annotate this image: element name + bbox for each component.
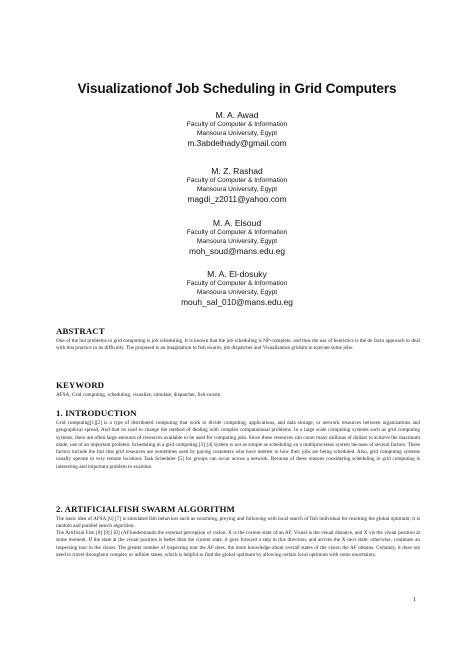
page-number: 1 [413,597,416,603]
author-block-2 [90,166,384,205]
keyword-heading: KEYWORD [56,380,105,390]
author-email: m.3abdelhady@gmail.com [187,138,287,149]
author-affiliation: Faculty of Computer & Information [186,229,288,236]
author-block-3 [90,218,384,257]
author-email: moh_soud@mans.edu.eg [188,246,286,257]
abstract-heading: ABSTRACT [56,326,105,336]
afsa-heading: 2. ARTIFICIALFISH SWARM ALGORITHM [56,504,235,514]
keyword-text: AFSA, Grid computing, scheduling, visualize, simulate, dispatcher, fish swarm. [56,392,222,398]
author-affiliation: Faculty of Computer & Information [186,121,288,128]
author-block-4 [90,269,384,308]
introduction-heading: 1. INTRODUCTION [56,408,137,418]
author-email: magdi_z2011@yahoo.com [187,194,287,205]
author-block-1 [90,110,384,149]
introduction-text: Grid computing[1][2] is a type of distributed computing that work to divide computing, applications, and data storage, or network resources between organizations and geographical spread, And that its road to change the method of dealing with complex computational problems. In a large scale computing systems such as grid computing systems, there are often large amounts of resources available to be used for computing jobs. Since these resources can count many millions of dollars to achieve the maximum made; use of an important problem. Scheduling in a grid computing [3] [4] system is not as simple as scheduling on a multiprocessor system because of several factors. These factors include the fact that grid resources are sometimes used by paying customers who have interest in how their jobs are being scheduled. Also, grid computing systems usually operate in very remote locations Task Scheduler [5] for groups can occur across a network. Because of these reasons considering scheduling in grid computing is interesting and important problem to examine. [56,420,420,470]
author-affiliation: Mansoura University, Egypt [196,129,278,137]
author-email: mouh_sal_010@mans.edu.eg [181,297,293,308]
author-name: M. A. Awad [215,110,259,120]
afsa-text-2: The Artificial Fish [8] [9] [10] (AF)understands the external perception of vision. X is the current state of an AF, Visual is the visual distance, and X vis the visual position at some moment. If the state at the visual position is better than the current state, it goes forward a step in this direction, and arrives the X next state; otherwise, continues an inspecting tour in the vision. The greater number of inspecting tour the AF does, the more knowledge about overall states of the vision the AF obtains. Certainly, it does not need to travel throughout complex or infinite states, which is helpful to find the global optimum by allowing certain local optimum with some uncertainty. [56,530,420,558]
author-affiliation: Faculty of Computer & Information [186,177,288,184]
author-affiliation: Faculty of Computer & Information [186,280,288,287]
author-name: M. A. Elsoud [212,218,262,228]
paper-title: Visualizationof Job Scheduling in Grid Computers [77,81,397,96]
author-affiliation: Mansoura University, Egypt [196,237,278,245]
author-affiliation: Mansoura University, Egypt [196,185,278,193]
author-affiliation: Mansoura University, Egypt [196,288,278,296]
abstract-text: One of the hot problems in grid computing is job scheduling. It is known that the job scheduling is NP-complete, and thus the use of heuristics is the de facto approach to deal with this practice in its difficulty. The proposed is an imagination to fish swarm, job dispatcher and Visualization gridsim to execute some jobs. [56,338,420,352]
author-name: M. Z. Rashad [211,166,263,176]
afsa-text-1: The basic idea of AFSA [6] [7] is simulated fish behaviors such as swarming, preying and following with local search of fish individual for reaching the global optimum; it is random and parallel search algorithm. [56,516,420,530]
author-name: M. A. El-dosuky [207,269,267,279]
